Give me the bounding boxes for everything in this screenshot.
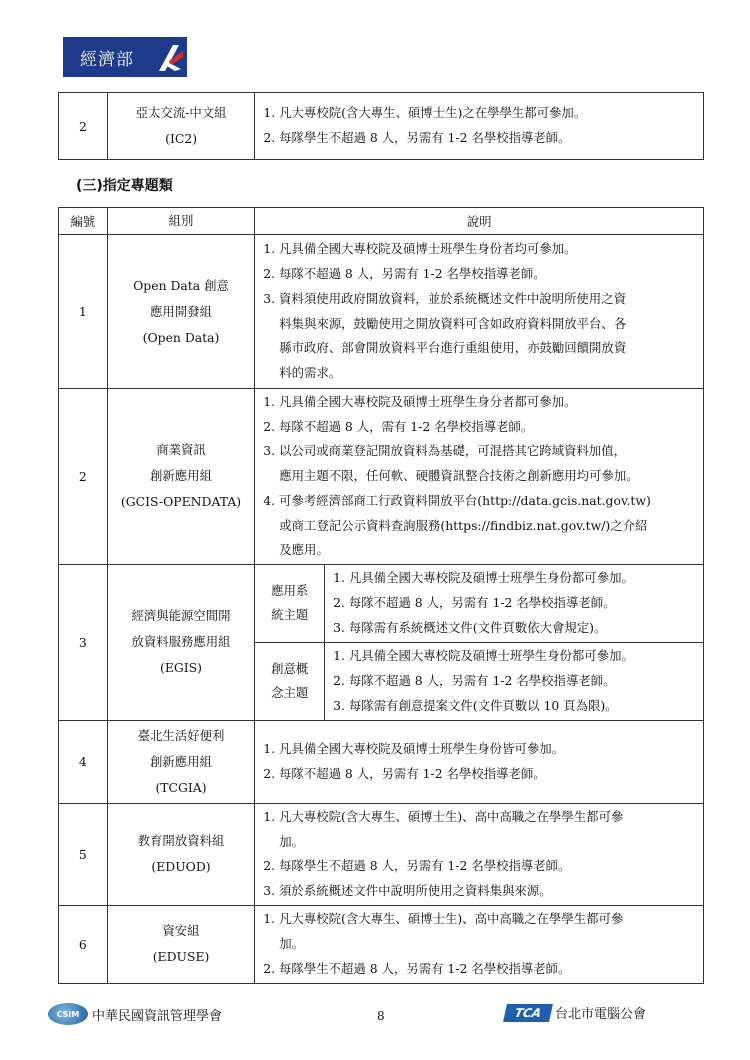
ic2-table: [58, 92, 704, 160]
group-name: 商業資訊 創新應用組 (GCIS-OPENDATA): [107, 389, 255, 565]
csim-logo-icon: CSIM: [48, 1003, 88, 1025]
table-row: [59, 93, 704, 160]
group-name: 亞太交流-中文組 (IC2): [107, 93, 255, 160]
header-group: 組別: [107, 208, 255, 235]
table-row: [59, 905, 704, 983]
footer-left: [48, 1003, 222, 1025]
page-number: 8: [377, 1009, 385, 1023]
description: 1. 凡大專校院(含大專生、碩博士生)、高中高職之在學學生都可參 加。 2. 每隊學生不超過 8 人，另需有 1-2 名學校指導老師。: [255, 905, 704, 983]
section-title: (三)指定專題類: [76, 178, 173, 194]
table-row: [59, 803, 704, 905]
row-number: 2: [59, 389, 108, 565]
row-number: 4: [59, 720, 108, 803]
row-number: 1: [59, 235, 108, 389]
description: 1. 凡具備全國大專校院及碩博士班學生身分者都可參加。 2. 每隊不超過 8 人，需有 1-2 名學校指導老師。 3. 以公司或商業登記開放資料為基礎，可混搭其它跨域資料加值， 應用主題不限，任何軟、硬體資訊整合技術之創新應用均可參加。 4. 可參考經濟部商工行政資料開放平台(http://data.gcis.nat.gov.tw) 或商工登記公示資料查詢服務(https://findbiz.nat.gov.tw/)之介紹 及應用。: [255, 389, 704, 565]
row-number: 6: [59, 905, 108, 983]
description: 1. 凡具備全國大專校院及碩博士班學生身份都可參加。 2. 每隊不超過 8 人，另需有 1-2 名學校指導老師。 3. 每隊需有系統概述文件(文件頁數依大會規定)。: [325, 564, 704, 642]
footer-org-right: 台北市電腦公會: [555, 1007, 647, 1022]
description: 1. 凡具備全國大專校院及碩博士班學生身份者均可參加。 2. 每隊不超過 8 人，另需有 1-2 名學校指導老師。 3. 資料須使用政府開放資料，並於系統概述文件中說明所使用之資 料集與來源，鼓勵使用之開放資料可含如政府資料開放平台、各 縣市政府、部會開放資料平台進行重組使用，亦鼓勵回饋開放資 料的需求。: [255, 235, 704, 389]
description: 1. 凡大專校院(含大專生、碩博士生)、高中高職之在學學生都可參 加。 2. 每隊學生不超過 8 人，另需有 1-2 名學校指導老師。 3. 須於系統概述文件中說明所使用之資料集與來源。: [255, 803, 704, 905]
row-number: 3: [59, 564, 108, 720]
subtopic-label: 創意概 念主題: [255, 642, 325, 720]
tca-logo-icon: TCA: [503, 1004, 553, 1022]
moea-logo-text: 經濟部: [63, 37, 151, 77]
footer-org-left: 中華民國資訊管理學會: [92, 1008, 223, 1024]
moea-emblem-icon: [151, 37, 187, 77]
table-row: [59, 389, 704, 565]
group-name: 教育開放資料組 (EDUOD): [107, 803, 255, 905]
description: 1. 凡具備全國大專校院及碩博士班學生身份皆可參加。 2. 每隊不超過 8 人，另需有 1-2 名學校指導老師。: [255, 720, 704, 803]
header-description: 說明: [255, 208, 704, 235]
table-row: [59, 720, 704, 803]
moea-logo: [63, 37, 187, 77]
designated-topic-table: [58, 207, 704, 984]
footer-right: [505, 1003, 646, 1022]
table-row: [59, 564, 704, 642]
group-name: 資安組 (EDUSE): [107, 905, 255, 983]
row-number: 5: [59, 803, 108, 905]
description: 1. 凡具備全國大專校院及碩博士班學生身份都可參加。 2. 每隊不超過 8 人，另需有 1-2 名學校指導老師。 3. 每隊需有創意提案文件(文件頁數以 10 頁為限)。: [325, 642, 704, 720]
header-number: 編號: [59, 208, 108, 235]
group-name: 經濟與能源空間開 放資料服務應用組 (EGIS): [107, 564, 255, 720]
table-row: [59, 235, 704, 389]
group-name: 臺北生活好便利 創新應用組 (TCGIA): [107, 720, 255, 803]
description: 1. 凡大專校院(含大專生、碩博士生)之在學學生都可參加。 2. 每隊學生不超過 8 人，另需有 1-2 名學校指導老師。: [255, 93, 704, 160]
row-number: 2: [59, 93, 108, 160]
table-header-row: [59, 208, 704, 235]
subtopic-label: 應用系 統主題: [255, 564, 325, 642]
group-name: Open Data 創意 應用開發組 (Open Data): [107, 235, 255, 389]
